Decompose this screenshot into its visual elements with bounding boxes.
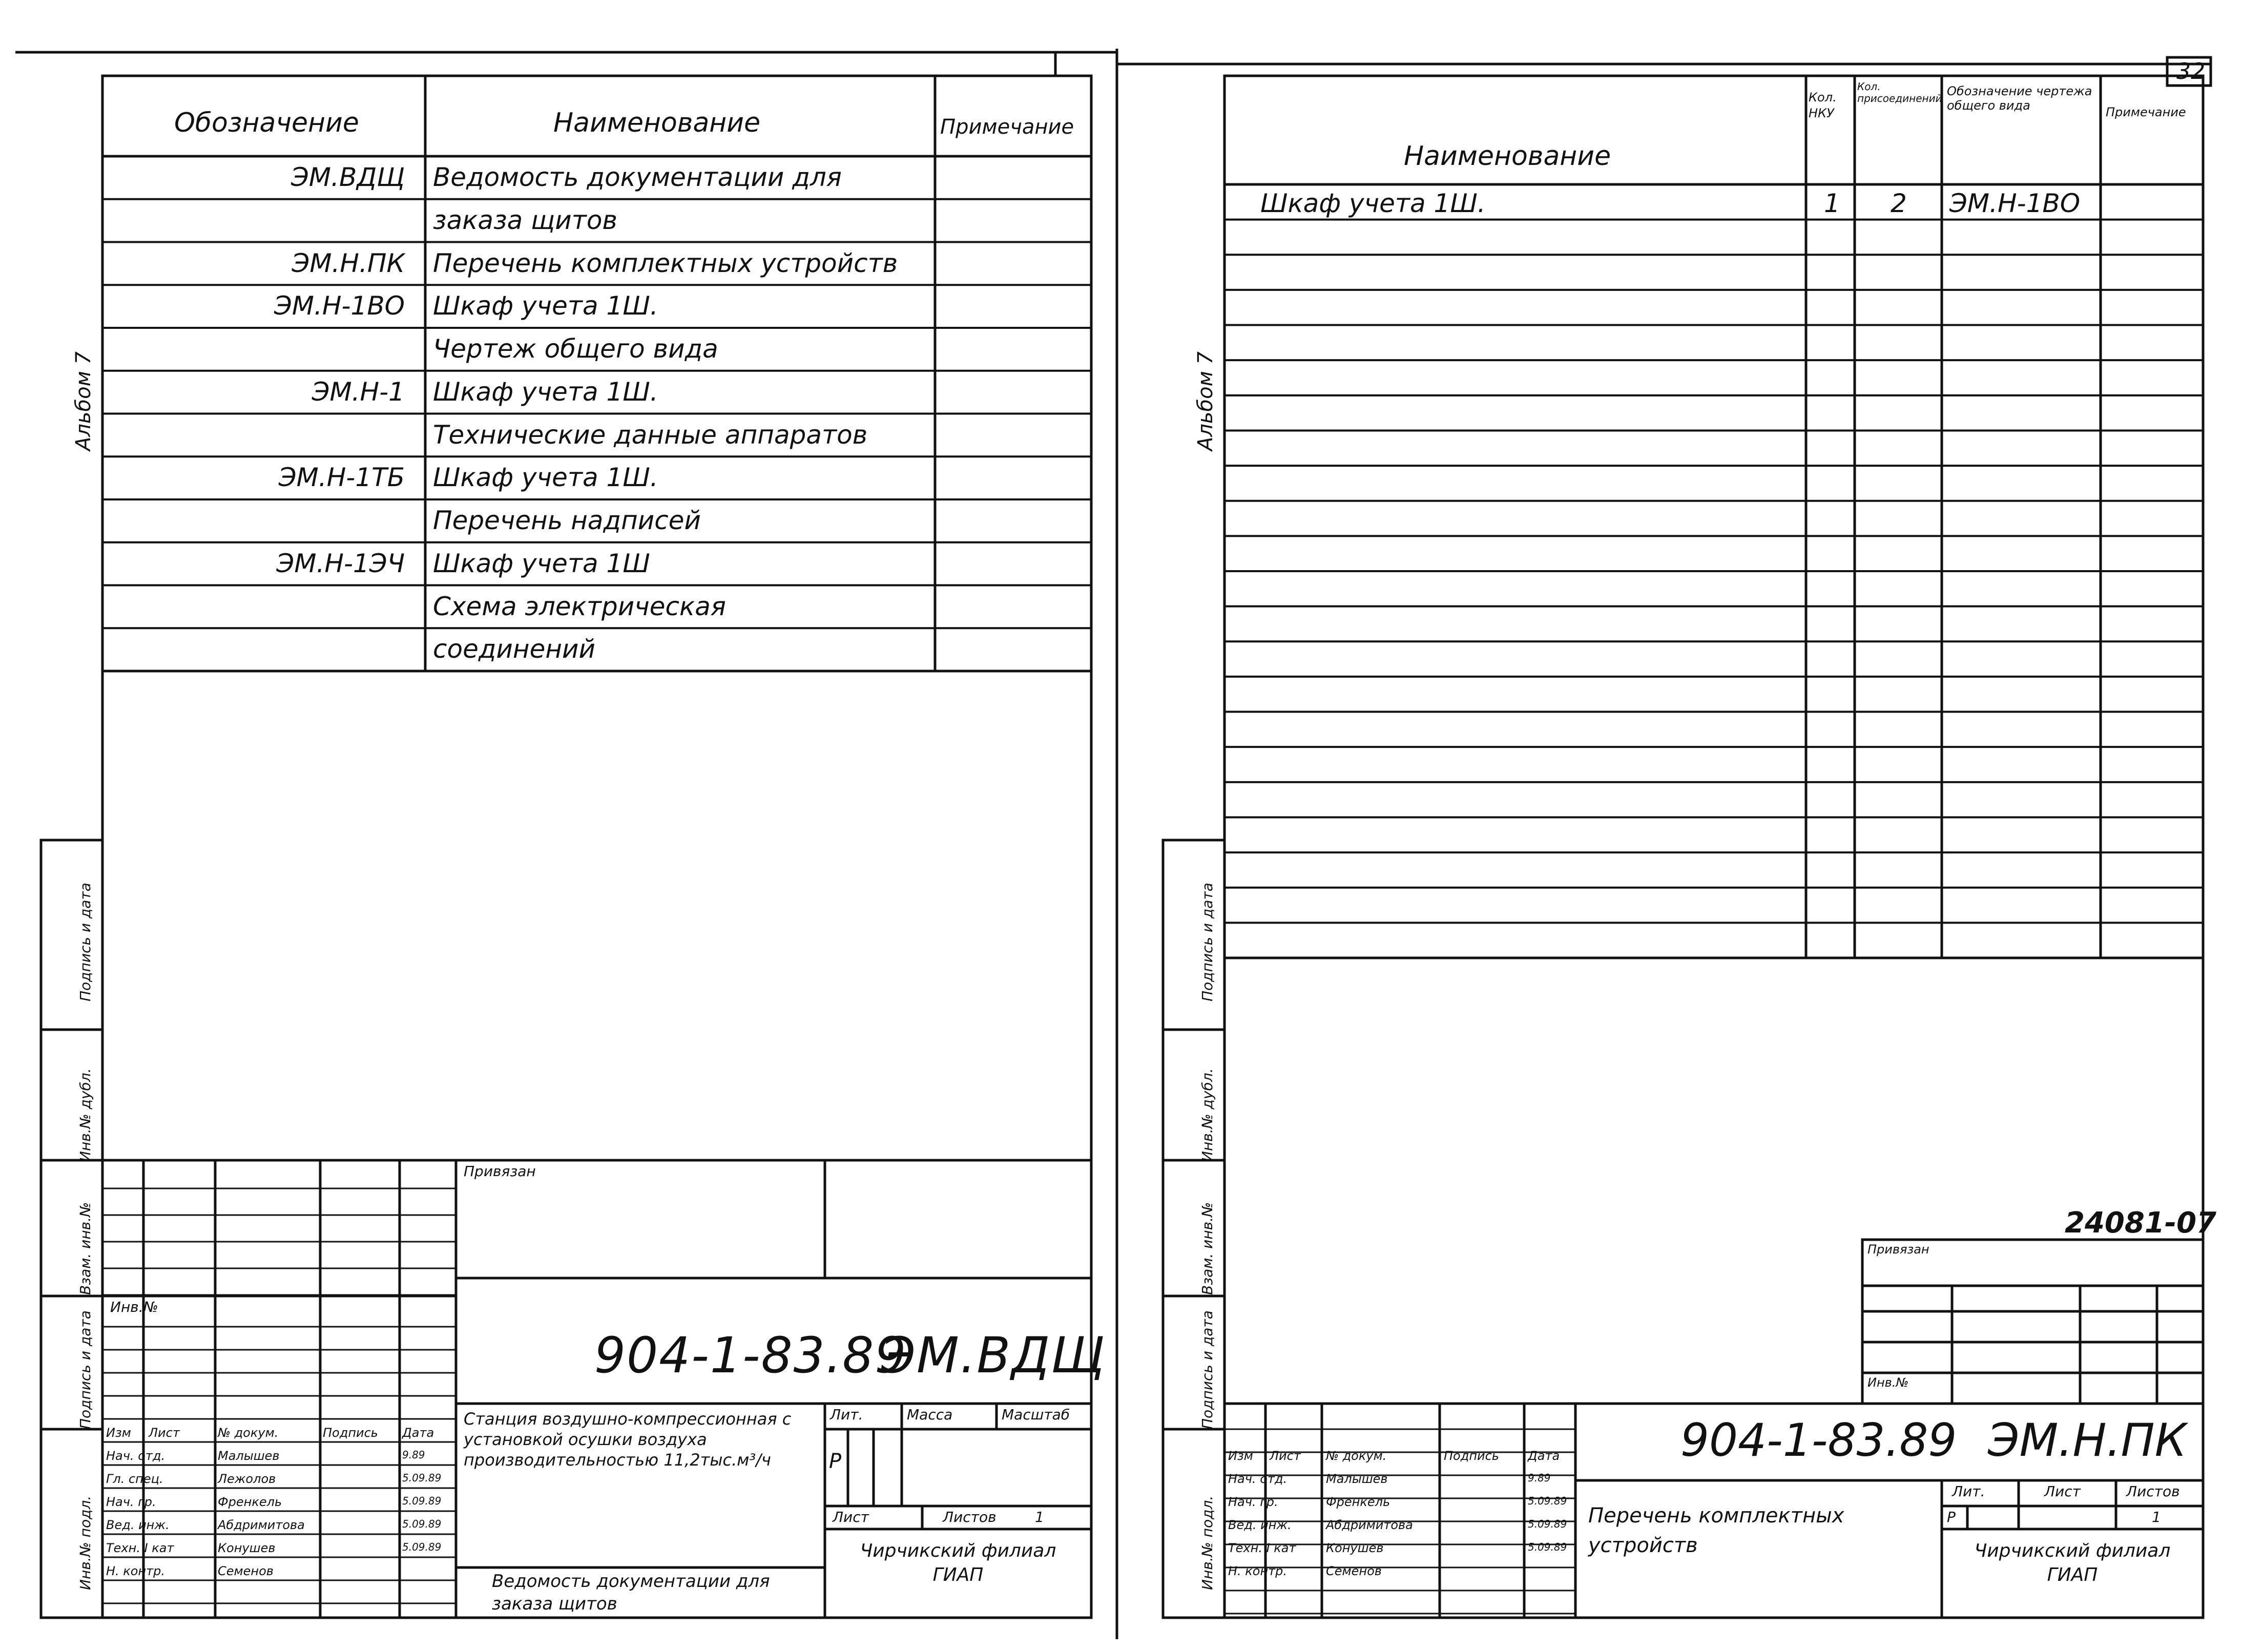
person-name: Семенов bbox=[1326, 1564, 1382, 1578]
person-name: Абдримитова bbox=[1326, 1518, 1413, 1532]
stamp-header: Лист bbox=[1270, 1449, 1301, 1463]
sheets-value: 1 bbox=[1035, 1509, 1044, 1525]
list-item-designation: ЭМ.Н-1ЭЧ bbox=[276, 548, 405, 578]
device-panels: 2 bbox=[1891, 189, 1907, 218]
sheet-label-right: Лист bbox=[2044, 1483, 2081, 1500]
person-name: Френкель bbox=[218, 1495, 282, 1509]
stamp-header: № докум. bbox=[218, 1426, 279, 1440]
side-label: Подпись и дата bbox=[1199, 1310, 1216, 1429]
list-item-name: Шкаф учета 1Ш bbox=[433, 548, 650, 578]
list-item-name: Схема электрическая bbox=[433, 591, 726, 621]
sheets-label: Листов bbox=[943, 1509, 996, 1525]
header-note-right: Примечание bbox=[2106, 105, 2186, 119]
list-item-designation: ЭМ.ВДЩ bbox=[291, 162, 405, 192]
device-name: Шкаф учета 1Ш. bbox=[1260, 189, 1486, 218]
person-name: Семенов bbox=[218, 1564, 274, 1578]
side-label: Подпись и дата bbox=[77, 883, 94, 1001]
person-name: Малышев bbox=[218, 1449, 280, 1463]
side-label: Инв.№ дубл. bbox=[1199, 1068, 1216, 1162]
list-item-designation: ЭМ.Н-1ВО bbox=[274, 291, 405, 321]
lit-label-right: Лит. bbox=[1952, 1483, 1985, 1500]
side-label: Взам. инв.№ bbox=[77, 1202, 94, 1295]
list-item-name: соединений bbox=[433, 634, 596, 664]
person-date: 5.09.89 bbox=[402, 1541, 442, 1553]
scale-label: Масштаб bbox=[1002, 1406, 1070, 1423]
person-date: 5.09.89 bbox=[1528, 1541, 1567, 1553]
list-item-name: Перечень надписей bbox=[433, 506, 701, 535]
person-date: 5.09.89 bbox=[402, 1518, 442, 1530]
person-date: 9.89 bbox=[1528, 1472, 1551, 1484]
bound-label: Привязан bbox=[464, 1163, 536, 1180]
album-label-right: Альбом 7 bbox=[1194, 351, 1217, 451]
stamp-header: Дата bbox=[402, 1426, 434, 1440]
list-item-name: Шкаф учета 1Ш. bbox=[433, 463, 658, 493]
list-item-name: заказа щитов bbox=[433, 205, 617, 235]
header-drawing: Обозначение чертежа общего вида bbox=[1947, 84, 2092, 113]
header-name: Наименование bbox=[553, 108, 761, 138]
person-role: Вед. инж. bbox=[1228, 1518, 1292, 1532]
stage: Р bbox=[829, 1450, 842, 1473]
person-role: Нач. отд. bbox=[1228, 1472, 1288, 1486]
doc-title: Ведомость документации для заказа щитов bbox=[492, 1571, 770, 1615]
stamp-header: Дата bbox=[1528, 1449, 1560, 1463]
sheet-number: 32 bbox=[2176, 58, 2205, 85]
stamp-header: Подпись bbox=[1444, 1449, 1499, 1463]
stamp-header: Изм bbox=[1228, 1449, 1253, 1463]
person-name: Френкель bbox=[1326, 1495, 1390, 1509]
person-name: Лежолов bbox=[218, 1472, 276, 1486]
header-panels: Кол. присоединений bbox=[1857, 80, 1942, 104]
list-item-name: Чертеж общего вида bbox=[433, 334, 718, 364]
side-label: Инв.№ подл. bbox=[1199, 1495, 1216, 1590]
archive-number: 24081-07 bbox=[2065, 1206, 2216, 1240]
org-name: Чирчикский филиал ГИАП bbox=[860, 1540, 1056, 1585]
mass-label: Масса bbox=[907, 1406, 953, 1423]
person-role: Нач. отд. bbox=[106, 1449, 165, 1463]
list-item-designation: ЭМ.Н-1ТБ bbox=[278, 463, 405, 493]
person-date: 5.09.89 bbox=[1528, 1495, 1567, 1507]
device-qty: 1 bbox=[1824, 189, 1840, 218]
bound-label-right: Привязан bbox=[1867, 1242, 1929, 1257]
person-role: Вед. инж. bbox=[106, 1518, 170, 1532]
list-item-designation: ЭМ.Н.ПК bbox=[292, 248, 405, 278]
person-name: Абдримитова bbox=[218, 1518, 305, 1532]
stamp-header: Подпись bbox=[323, 1426, 378, 1440]
sheet-label: Лист bbox=[833, 1509, 869, 1525]
list-item-name: Шкаф учета 1Ш. bbox=[433, 291, 658, 321]
person-name: Конушев bbox=[218, 1541, 276, 1555]
person-role: Техн. I кат bbox=[1228, 1541, 1296, 1555]
list-item-designation: ЭМ.Н-1 bbox=[312, 377, 405, 407]
list-item-name: Шкаф учета 1Ш. bbox=[433, 377, 658, 407]
person-name: Малышев bbox=[1326, 1472, 1388, 1486]
person-name: Конушев bbox=[1326, 1541, 1384, 1555]
person-date: 5.09.89 bbox=[402, 1495, 442, 1507]
side-label: Взам. инв.№ bbox=[1199, 1202, 1216, 1295]
header-note: Примечание bbox=[940, 115, 1074, 139]
stamp-header: № докум. bbox=[1326, 1449, 1387, 1463]
station-title: Станция воздушно-компрессионная с установкой осушки воздуха производительностью 11,2тыс.м³/ч bbox=[464, 1409, 792, 1470]
list-item-name: Ведомость документации для bbox=[433, 162, 842, 192]
list-item-name: Технические данные аппаратов bbox=[433, 420, 868, 450]
side-label: Подпись и дата bbox=[77, 1310, 94, 1429]
doc-code: 904-1-83.89 bbox=[594, 1327, 907, 1384]
stage-right: Р bbox=[1947, 1509, 1956, 1525]
header-name-right: Наименование bbox=[1404, 141, 1611, 172]
person-role: Нач. гр. bbox=[106, 1495, 156, 1509]
person-date: 5.09.89 bbox=[1528, 1518, 1567, 1530]
inv-label: Инв.№ bbox=[110, 1299, 158, 1315]
sheets-label-right: Листов bbox=[2126, 1483, 2180, 1500]
person-role: Н. контр. bbox=[1228, 1564, 1288, 1578]
doc-mark-right: ЭМ.Н.ПК bbox=[1988, 1414, 2187, 1467]
org-name-right: Чирчикский филиал ГИАП bbox=[1974, 1540, 2171, 1585]
sheets-value-right: 1 bbox=[2152, 1509, 2161, 1525]
stamp-header: Изм bbox=[106, 1426, 131, 1440]
header-qty: Кол. НКУ bbox=[1809, 90, 1837, 121]
side-label: Подпись и дата bbox=[1199, 883, 1216, 1001]
doc-title-right: Перечень комплектных устройств bbox=[1588, 1504, 1844, 1557]
person-role: Техн. I кат bbox=[106, 1541, 174, 1555]
stamp-header: Лист bbox=[149, 1426, 180, 1440]
header-designation: Обозначение bbox=[174, 108, 359, 138]
side-label: Инв.№ подл. bbox=[77, 1495, 94, 1590]
person-date: 5.09.89 bbox=[402, 1472, 442, 1484]
list-item-name: Перечень комплектных устройств bbox=[433, 248, 898, 278]
person-date: 9.89 bbox=[402, 1449, 425, 1461]
side-label: Инв.№ дубл. bbox=[77, 1068, 94, 1162]
album-label: Альбом 7 bbox=[72, 351, 95, 451]
person-role: Нач. гр. bbox=[1228, 1495, 1278, 1509]
doc-mark: ЭМ.ВДЩ bbox=[881, 1327, 1106, 1384]
person-role: Н. контр. bbox=[106, 1564, 165, 1578]
device-drawing: ЭМ.Н-1ВО bbox=[1949, 189, 2081, 218]
doc-code-right: 904-1-83.89 bbox=[1680, 1414, 1957, 1467]
inv-label-right: Инв.№ bbox=[1867, 1375, 1909, 1390]
lit-label: Лит. bbox=[830, 1406, 863, 1423]
person-role: Гл. спец. bbox=[106, 1472, 163, 1486]
